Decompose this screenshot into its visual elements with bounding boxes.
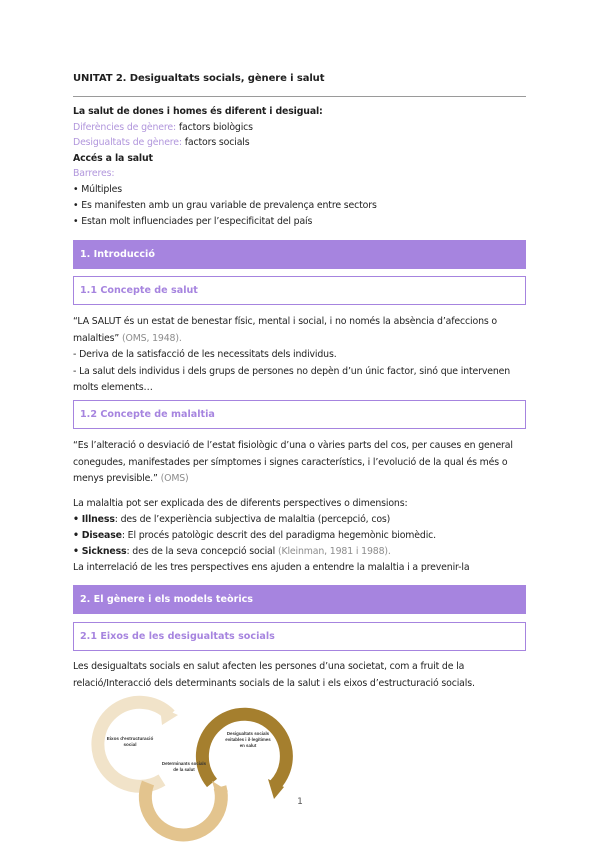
salut-source: (OMS, 1948). <box>121 332 182 344</box>
disease-term: Disease <box>81 530 122 541</box>
perspective-sickness <box>73 544 391 559</box>
salut-bullet-2-line-1: - La salut dels individus i dels grups de persones no depèn d’un únic factor, sinó que intervenen <box>73 365 511 377</box>
disease-text: : El procés patològic descrit des del paradigma hegemònic biomèdic. <box>121 530 436 541</box>
sickness-term: Sickness <box>81 546 127 557</box>
barrier-item: • Estan molt influenciades per l’especificitat del país <box>73 216 313 227</box>
diff-line <box>73 120 253 135</box>
desigualtats-line-2: relació/Interacció dels determinants socials de la salut i els eixos d’estructuració socials. <box>73 677 475 689</box>
salut-quote-line-1: “LA SALUT és un estat de benestar físic, mental i social, i no només la absència d’afeccions o <box>73 316 498 327</box>
barrier-item: • Múltiples <box>73 184 122 195</box>
section-1-bar: 1. Introducció <box>73 240 526 269</box>
title-divider <box>73 96 526 97</box>
salut-bullet-1: - Deriva de la satisfacció de les necessitats dels individus. <box>73 349 337 360</box>
illness-term: Illness <box>81 514 115 525</box>
salut-quote-end: malalties” <box>73 332 120 344</box>
salut-quote-line-2 <box>73 331 526 348</box>
disease-bullet: • <box>73 530 79 541</box>
perspective-disease <box>73 528 436 543</box>
circle-desigualtats-label-1: Desigualtats socials <box>226 731 270 736</box>
diff-label: Diferències de gènere: <box>73 122 177 133</box>
cycle-arc-desigualtats <box>202 714 286 785</box>
malaltia-line-1: “Es l’alteració o desviació de l’estat fisiològic d’una o vàries parts del cos, per causes en general <box>73 440 513 451</box>
sickness-text: : des de la seva concepció social <box>126 546 276 557</box>
circle-determinants-label-2: de la salut <box>173 767 195 772</box>
malaltia-line-2: conegudes, manifestades per símptomes i signes característics, i l’evolució de la qual és més o <box>73 456 508 468</box>
sickness-source: (Kleinman, 1981 i 1988). <box>277 546 391 557</box>
page-number: 1 <box>297 797 303 807</box>
desig-value: factors socials <box>184 137 250 148</box>
salut-definition <box>73 314 526 397</box>
barriers-label: Barreres: <box>73 168 115 179</box>
desig-label: Desigualtats de gènere: <box>73 137 182 148</box>
salut-bullet-2-line-2: molts elements… <box>73 382 153 393</box>
desigualtats-cycle-diagram <box>70 695 300 845</box>
section-2-bar: 2. El gènere i els models teòrics <box>73 585 526 614</box>
illness-bullet: • <box>73 514 79 525</box>
subsection-2-1-bar: 2.1 Eixos de les desigualtats socials <box>73 622 526 651</box>
circle-desigualtats-label-2: evitables i il·legítimes <box>225 737 271 742</box>
malaltia-source: (OMS) <box>160 473 189 484</box>
malaltia-line-3 <box>73 471 526 488</box>
diff-value: factors biològics <box>178 122 253 133</box>
sickness-bullet: • <box>73 546 79 557</box>
barrier-item: • Es manifesten amb un grau variable de prevalença entre sectors <box>73 200 377 211</box>
circle-eixos-label-1: Eixos d'estructuració <box>106 736 154 741</box>
cycle-arc-determinants <box>145 783 221 835</box>
illness-text: : des de l’experiència subjectiva de malaltia (percepció, cos) <box>114 514 391 525</box>
perspectives-intro: La malaltia pot ser explicada des de diferents perspectives o dimensions: <box>73 498 408 509</box>
circle-determinants-label-1: Determinants socials <box>161 761 207 766</box>
subsection-1-2-bar: 1.2 Concepte de malaltia <box>73 400 526 429</box>
desigualtats-paragraph <box>73 659 526 692</box>
malaltia-quote-end: menys previsible.” <box>73 473 158 484</box>
subsection-1-1-bar: 1.1 Concepte de salut <box>73 276 526 305</box>
desigualtats-line-1: Les desigualtats socials en salut afecten les persones d’una societat, com a fruit de la <box>73 661 465 672</box>
document-title: UNITAT 2. Desigualtats socials, gènere i salut <box>73 73 325 84</box>
malaltia-definition <box>73 438 526 488</box>
circle-eixos-label-2: social <box>123 742 137 747</box>
interrelation-text: La interrelació de les tres perspectives ens ajuden a entendre la malaltia i a prevenir-la <box>73 562 470 573</box>
circle-desigualtats-label-3: en salut <box>239 743 257 748</box>
intro-heading: La salut de dones i homes és diferent i desigual: <box>73 106 323 117</box>
access-heading: Accés a la salut <box>73 153 153 164</box>
desig-line <box>73 135 249 150</box>
perspective-illness <box>73 512 390 527</box>
